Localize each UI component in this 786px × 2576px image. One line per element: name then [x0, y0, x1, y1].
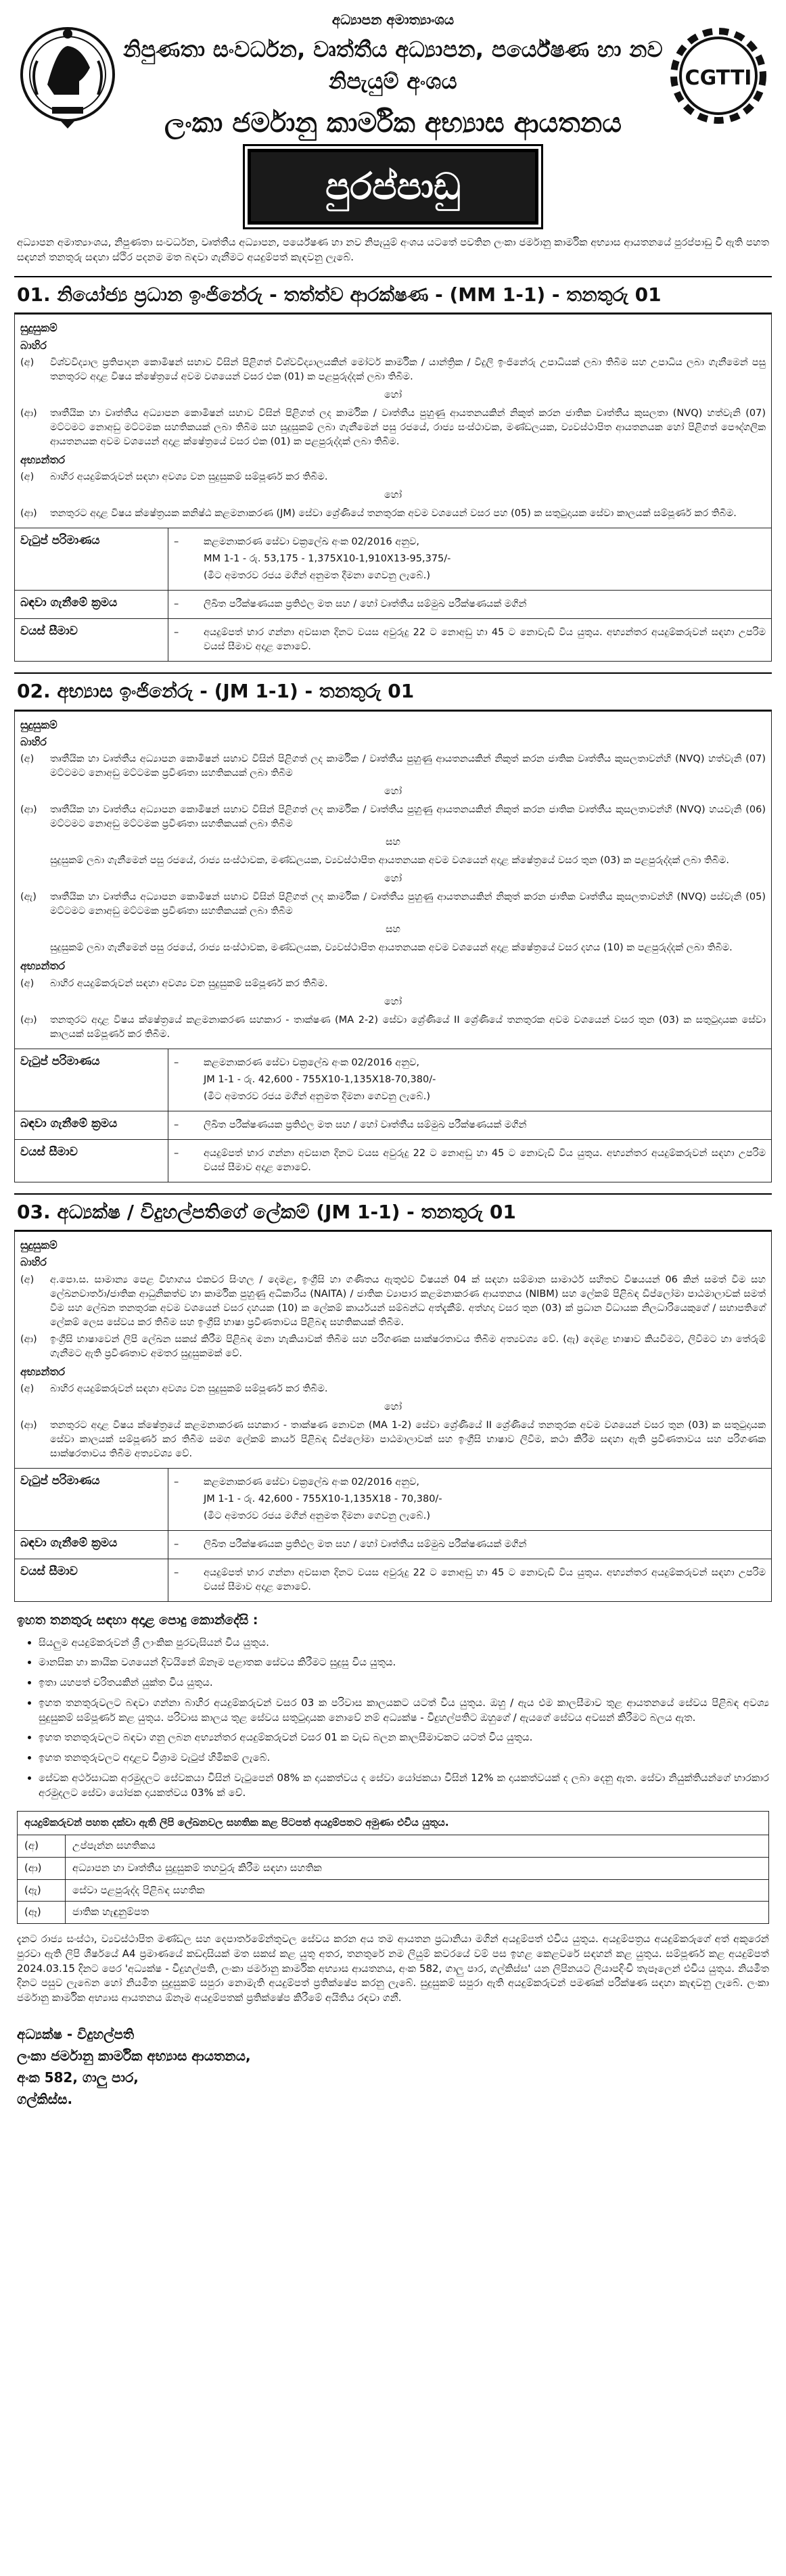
positions-section [14, 276, 772, 1602]
qualification-item [20, 1013, 766, 1042]
age-text: අයදුම්පත් භාර ගන්නා අවසාන දිනට වයස අවුරුදු 22 ට නොඅඩු හා 45 ට නොවැඩි විය යුතුය. අභ්‍යන්තර අයදුම්කරුවන් සඳහා උපරිම වයස් සීමාව අදාළ නොවේ. [204, 1147, 766, 1173]
cgtti-logo-icon [668, 25, 769, 127]
qualification-item [20, 1419, 766, 1461]
age-text: අයදුම්පත් භාර ගන්නා අවසාන දිනට වයස අවුරුදු 22 ට නොඅඩු හා 45 ට නොවැඩි විය යුතුය. අභ්‍යන්තර අයදුම්කරුවන් සඳහා උපරිම වයස් සීමාව අදාළ නොවේ. [204, 627, 766, 653]
bullet-mark: – [174, 1057, 179, 1068]
qualifications-label: සුදුසුකම් [20, 321, 57, 335]
age-cell [168, 619, 772, 662]
qualification-item [20, 941, 766, 955]
method-label: බඳවා ගැනීමේ ක්‍රමය [15, 1111, 168, 1139]
item-text: සුදුසුකම් ලබා ගැනීමෙන් පසු රජයේ, රාජ්‍ය සංස්ථාවක, මණ්ඩලයක, ව්‍යවස්ථාපිත ආයතනයක අවම වශයෙන් අදාළ ක්ෂේත්‍රයේ වසර දහය (10) ක පළපුරුද්දක් ලබා තිබීම. [50, 942, 733, 954]
salary-text: (මීට අමතරව රජය මගින් අනුමත දීමනා ගෙවනු ලැබේ.) [204, 1090, 431, 1102]
method-text: ලිඛිත පරීක්ෂණයක ප්‍රතිඵල මත සහ / හෝ වෘත්තීය සම්මුඛ පරීක්ෂණයක් මගින් [204, 599, 527, 610]
position-table [14, 314, 772, 662]
separator-word: හෝ [384, 490, 402, 501]
salary-line [174, 1056, 766, 1070]
closing-instructions: දැනට රාජ්‍ය සංස්ථා, ව්‍යවස්ථාපිත මණ්ඩල සහ දෙපාර්තමේන්තුවල සේවය කරන අය තම ආයතන ප්‍රධානියා මගින් අයදුම්පත් එවිය යුතුය. අයදුම්පත්‍රය අයදුම්කරුගේ අත් අකුරෙන් පුරවා ඇති ලිපි ශීර්ෂයේ A4 ප්‍රමාණයේ කඩදාසියක් මත සකස් කළ යුතු අතර, තනතුරේ නම ලියුම් කවරයේ වම් පස ඉහළ කෙළවරේ සඳහන් කළ යුතුය. සම්පූර්ණ කළ අයදුම්පත් 2024.03.15 දිනට පෙර 'අධ්‍යක්ෂ - විදුහල්පති, ලංකා ජර්මානු කාර්මික අභ්‍යාස ආයතනය, අංක 582, ගාලු පාර, ගල්කිස්ස' යන ලිපිනයට ලියාපදිංචි තැපෑලෙන් එවිය යුතුය. නියමිත දිනට පසුව ලැබෙන හෝ නියමිත සුදුසුකම් සපුරා නොමැති අයදුම්පත් ප්‍රතික්ෂේප කරනු ලැබේ. සුදුසුකම් සපුරා ඇති අයදුම්කරුවන් පමණක් පරීක්ෂණ සඳහා කැඳවනු ලැබේ. ලංකා ජර්මානු කාර්මික අභ්‍යාස ආයතනය ඕනෑම අයදුම්පතක් ප්‍රතික්ෂේප කිරීමේ අයිතිය රඳවා ගනී. [17, 1933, 769, 2004]
item-number [20, 941, 50, 955]
salary-text: (මීට අමතරව රජය මගින් අනුමත දීමනා ගෙවනු ලැබේ.) [204, 1511, 431, 1522]
separator-word: හෝ [384, 1401, 402, 1412]
bullet-mark: – [174, 1567, 179, 1579]
item-number: (ආ) [20, 1014, 37, 1026]
required-documents-head: අයදුම්කරුවන් පහත දක්වා ඇති ලිපි ලේඛනවල සහතික කළ පිටපත් අයදුම්පතට අමුණා එවිය යුතුය. [18, 1812, 768, 1835]
signature-address-line-2: ගල්කිස්ස. [17, 2090, 73, 2107]
item-number: (අ) [20, 1383, 34, 1394]
separator-word: හෝ [384, 786, 402, 798]
qualification-item [20, 470, 766, 484]
signature-org: ලංකා ජර්මානු කාර්මික අභ්‍යාස ආයතනය, [17, 2047, 251, 2064]
header [14, 5, 772, 142]
general-condition-item: • ඉහත තනතුරුවලට බඳවා ගනු ලබන අභ්‍යන්තර අයදුම්කරුවන් වසර 01 ක වැඩ බලන කාලසීමාවකට යටත් විය යුතුය. [39, 1730, 769, 1745]
general-condition-item: • සේවක අර්ථසාධක අරමුදලට සේවකයා විසින් වැටුපෙන් 08% ක දායකත්වය ද සේවා යෝජකයා විසින් 12% ක දායකත්වයක් ද ලබා දෙනු ඇත. සේවා නියුක්තියන්ගේ භාරකාර අරමුදලට සේවා යෝජක දායකත්වය 03% ක් වේ. [39, 1771, 769, 1801]
position-table [14, 1231, 772, 1602]
separator-word: හෝ [384, 996, 402, 1007]
general-condition-item: • සියලුම අයදුම්කරුවන් ශ්‍රී ලාංකික පුරවැසියන් විය යුතුය. [39, 1636, 769, 1651]
document-text: ජාතික හැඳුනුම්පත [72, 1906, 149, 1918]
qualification-item [20, 1273, 766, 1330]
signature-block [17, 2023, 769, 2110]
qualification-item [20, 1382, 766, 1396]
item-number: (අ) [20, 356, 34, 368]
salary-text: (මීට අමතරව රජය මගින් අනුමත දීමනා ගෙවනු ලැබේ.) [204, 570, 431, 582]
qualification-item [20, 752, 766, 781]
salary-text: JM 1-1 - රු. 42,600 - 755X10-1,135X18 - 70,380/- [204, 1494, 442, 1505]
document-row [18, 1835, 768, 1858]
qualification-item [20, 1333, 766, 1361]
separator-word: හෝ [384, 873, 402, 885]
item-number: (අ) [20, 472, 34, 483]
notice-page [14, 5, 772, 2110]
salary-line [174, 1090, 766, 1104]
ministry-name: අධ්‍යාපන අමාත්‍යාංශය [331, 12, 455, 28]
qualification-item [20, 407, 766, 449]
item-text: තනතුරට අදාළ විෂය ක්ෂේත්‍රයක කනිෂ්ඨ කළමනාකරණ (JM) සේවා ශ්‍රේණියේ තනතුරක අවම වශයෙන් වසර පහ (05) ක සතුටුදායක සේවා කාලයක් සම්පූර්ණ කර තිබීම. [50, 508, 737, 520]
bullet-mark [174, 552, 204, 566]
bullet-mark: – [174, 599, 179, 610]
bullet-mark: – [174, 1119, 179, 1130]
salary-text: කළමනාකරණ සේවා චක්‍රලේඛ අංක 02/2016 අනුව, [204, 1477, 420, 1488]
age-label: වයස් සීමාව [15, 1139, 168, 1182]
required-documents-box [17, 1811, 769, 1924]
position-title: 01. නියෝජ්‍ය ප්‍රධාන ඉංජිනේරු - තත්ත්ව ආරක්ෂණ - (MM 1-1) - තනතුරු 01 [14, 276, 772, 315]
bullet-mark [174, 569, 204, 583]
salary-cell [168, 528, 772, 591]
external-label: බාහිර [20, 338, 47, 352]
item-text: තෘතීයික හා වෘත්තීය අධ්‍යාපන කොමිෂන් සභාව විසින් පිළිගත් ලද කාර්මික / වෘත්තීය පුහුණු ආයතනයකින් නිකුත් කරන ජාතික වෘත්තීය කුසලතාවන්හි (NVQ) පස්වැනි (05) මට්ටමට නොඅඩු මට්ටමක ප්‍රවීණතා සහතිකයක් ලබා තිබීම [50, 892, 766, 917]
salary-cell [168, 1469, 772, 1531]
institute-name: ලංකා ජර්මානු කාර්මික අභ්‍යාස ආයතනය [164, 107, 622, 139]
item-number [20, 854, 50, 868]
salary-label: වැටුප් පරිමාණය [15, 1469, 168, 1531]
salary-line [174, 535, 766, 549]
age-line [174, 1147, 766, 1175]
method-label: බඳවා ගැනීමේ ක්‍රමය [15, 1531, 168, 1559]
position-title: 02. අභ්‍යාස ඉංජිනේරු - (JM 1-1) - තනතුරු 01 [14, 672, 772, 711]
item-number: (අ) [20, 754, 34, 765]
salary-line [174, 569, 766, 583]
method-cell [168, 1531, 772, 1559]
required-documents-rows [18, 1835, 768, 1923]
qualification-item [20, 977, 766, 991]
separator-word: හෝ [384, 389, 402, 400]
qualification-item [20, 356, 766, 384]
qualification-item [20, 854, 766, 868]
item-number: (ආ) [20, 1333, 37, 1345]
method-label: බඳවා ගැනීමේ ක්‍රමය [15, 591, 168, 619]
document-number: (ඈ) [18, 1902, 66, 1923]
qualifications-label: සුදුසුකම් [20, 718, 57, 731]
bullet-mark: – [174, 1147, 179, 1159]
document-row [18, 1902, 768, 1923]
position-table [14, 711, 772, 1182]
salary-label: වැටුප් පරිමාණය [15, 1049, 168, 1111]
item-text: අ.පො.ස. සාමාන්‍ය පෙළ විභාගය එකවර සිංහල / දෙමළ, ඉංග්‍රීසි හා ගණිතය ඇතුළුව විෂයන් 04 ක් සඳහා සම්මාන සාමාර්ථ සහිතව විෂයයන් 06 කින් සමත් වීම සහ ලේඛනවාර්තා/ජාතික ආධුනිකත්ව හා කාර්මික පුහුණු අධිකාරිය (NAITA) / ජාතික ව්‍යාපාර කළමනාකරණ ආයතනය (NIBM) සහ ලේකම් පිළිබඳ ඩිප්ලෝමා පාඨමාලාවක් සමත් වීම සහ ලේඛන තනතුරක අවම වශයෙන් වසර දහයක (10) ක ලේකම් කාර්යයන් සම්බන්ධ අත්දැකීම්. අත්හදා වසර තුන (03) ක් ප්‍රධාන විධායක නිලධාරියෙකුගේ / සභාපතිගේ ලේකම් ලෙස සේවය කර තිබීම සහ ඉංග්‍රීසි භාෂා ප්‍රවීණතාවය පිළිබඳ සහතිකයක් තිබීම. [50, 1274, 766, 1328]
qualification-item [20, 507, 766, 521]
banner-wrap [14, 149, 772, 225]
header-titles [118, 9, 668, 143]
document-text: අධ්‍යාපන හා වෘත්තීය සුදුසුකම් තහවුරු කිරීම සඳහා සහතික [72, 1861, 322, 1874]
method-line [174, 597, 766, 612]
salary-line [174, 552, 766, 566]
age-cell [168, 1559, 772, 1602]
qualifications-label: සුදුසුකම් [20, 1239, 57, 1252]
bullet-mark: – [174, 1539, 179, 1550]
position-title: 03. අධ්‍යක්ෂ / විදුහල්පතිගේ ලේකම් (JM 1-1) - තනතුරු 01 [14, 1193, 772, 1232]
method-cell [168, 1111, 772, 1139]
method-cell [168, 591, 772, 619]
salary-text: කළමනාකරණ සේවා චක්‍රලේඛ අංක 02/2016 අනුව, [204, 1057, 420, 1068]
bullet-mark: – [174, 627, 179, 639]
qualification-item [20, 890, 766, 919]
item-number: (අ) [20, 1274, 34, 1285]
item-number: (ආ) [20, 407, 37, 419]
salary-line [174, 1475, 766, 1490]
item-text: විශ්වවිද්‍යාල ප්‍රතිපාදන කොමිෂන් සභාව විසින් පිළිගත් විශ්වවිද්‍යාලයකින් මෝටර් කාර්මික / යාන්ත්‍රික / විදුලි ඉංජිනේරු උපාධියක් ලබා තිබීම සහ උපාධිය ලබා ගැනීමෙන් පසු තනතුරට අදාළ විෂය ක්ෂේත්‍රයේ අවම වශයෙන් වසර එක (01) ක පළපුරුද්දක් ලබා තිබීම. [50, 356, 766, 382]
item-text: බාහිර අයදුම්කරුවන් සඳහා අවශ්‍ය වන සුදුසුකම් සම්පූර්ණ කර තිබීම. [50, 472, 328, 483]
salary-line [174, 1509, 766, 1523]
age-label: වයස් සීමාව [15, 1559, 168, 1602]
separator-word: සහ [386, 837, 400, 848]
bullet-mark [174, 1509, 204, 1523]
general-conditions-title: ඉහත තනතුරු සඳහා අදාළ පොදු කොන්දේසි : [17, 1613, 258, 1628]
external-label: බාහිර [20, 1256, 47, 1269]
item-text: තනතුරට අදාළ විෂය ක්ෂේත්‍රයේ කළමනාකරණ සහකාර - තාක්ෂණ (MA 2-2) සේවා ශ්‍රේණියේ II ශ්‍රේණියේ තනතුරක අවම වශයෙන් වසර තුන (03) ක සතුටුදායක සේවා කාලයක් සම්පූර්ණ කර තිබීම. [50, 1014, 766, 1040]
item-text: බාහිර අයදුම්කරුවන් සඳහා අවශ්‍ය වන සුදුසුකම් සම්පූර්ණ කර තිබීම. [50, 1383, 328, 1394]
general-condition-item: • ඉතා යහපත් චරිතයකින් යුක්ත විය යුතුය. [39, 1676, 769, 1690]
method-line [174, 1118, 766, 1132]
general-conditions-list [14, 1636, 772, 1801]
qualification-item [20, 803, 766, 831]
document-row [18, 1858, 768, 1880]
bullet-mark [174, 1492, 204, 1506]
item-text: තෘතීයික හා වෘත්තීය අධ්‍යාපන කොමිෂන් සභාව විසින් පිළිගත් ලද කාර්මික / වෘත්තීය පුහුණු ආයතනයකින් නිකුත් කරන ජාතික වෘත්තීය කුසලතා (NVQ) හත්වැනි (07) මට්ටමට නොඅඩු මට්ටමක සහතිකයක් ලබා තිබීම සහ සුදුසුකම් ලබා ගැනීමෙන් පසු රජයේ, රාජ්‍ය සංස්ථාවක, මණ්ඩලයක, ව්‍යවස්ථාපිත ආයතනයක හෝ පිළිගත් පෞද්ගලික ආයතනයක අවම වශයෙන් අදාළ ක්ෂේත්‍රයේ වසර එක (01) ක පළපුරුද්දක් ලබා තිබීම. [50, 407, 766, 447]
bullet-mark [174, 1073, 204, 1087]
qualifications-cell [15, 1232, 772, 1469]
signature-address-line-1: අංක 582, ගාලු පාර, [17, 2069, 139, 2086]
item-text: තෘතීයික හා වෘත්තීය අධ්‍යාපන කොමිෂන් සභාව විසින් පිළිගත් ලද කාර්මික / වෘත්තීය පුහුණු ආයතනයකින් නිකුත් කරන ජාතික වෘත්තීය කුසලතාවන්හි (NVQ) හයවැනි (06) මට්ටමට නොඅඩු මට්ටමක ප්‍රවීණතා සහතිකයක් ලබා තිබීම [50, 804, 766, 830]
national-emblem-icon [17, 20, 118, 132]
method-text: ලිඛිත පරීක්ෂණයක ප්‍රතිඵල මත සහ / හෝ වෘත්තීය සම්මුඛ පරීක්ෂණයක් මගින් [204, 1539, 527, 1550]
salary-text: MM 1-1 - රු. 53,175 - 1,375X10-1,910X13-95,375/- [204, 553, 451, 565]
age-text: අයදුම්පත් භාර ගන්නා අවසාන දිනට වයස අවුරුදු 22 ට නොඅඩු හා 45 ට නොවැඩි විය යුතුය. අභ්‍යන්තර අයදුම්කරුවන් සඳහා උපරිම වයස් සීමාව අදාළ නොවේ. [204, 1567, 766, 1593]
division-name: නිපුණතා සංවර්ධන, වෘත්තීය අධ්‍යාපන, පර්යේෂණ හා නව නිපැයුම් අංශය [123, 37, 663, 94]
age-cell [168, 1139, 772, 1182]
bullet-mark: – [174, 1477, 179, 1488]
cgtti-logo-text: CGTTI [685, 66, 752, 90]
item-text: සුදුසුකම් ලබා ගැනීමෙන් පසු රජයේ, රාජ්‍ය සංස්ථාවක, මණ්ඩලයක, ව්‍යවස්ථාපිත ආයතනයක අවම වශයෙන් අදාළ ක්ෂේත්‍රයේ වසර තුන (03) ක පළපුරුද්දක් ලබා තිබීම. [50, 855, 730, 867]
salary-cell [168, 1049, 772, 1111]
item-text: තෘතීයික හා වෘත්තීය අධ්‍යාපන කොමිෂන් සභාව විසින් පිළිගත් ලද කාර්මික / වෘත්තීය පුහුණු ආයතනයකින් නිකුත් කරන ජාතික වෘත්තීය කුසලතාවන්හි (NVQ) හත්වැනි (07) මට්ටමට නොඅඩු මට්ටමක ප්‍රවීණතා සහතිකයක් ලබා තිබීම [50, 754, 766, 779]
signature-title: අධ්‍යක්ෂ - විදුහල්පති [17, 2025, 135, 2042]
item-text: තනතුරට අදාළ විෂය ක්ෂේත්‍රයේ කළමනාකරණ සහකාර - තාක්ෂණ නොවන (MA 1-2) සේවා ශ්‍රේණියේ II ශ්‍රේණියේ තනතුරක අවම වශයෙන් වසර තුන (03) ක සතුටුදායක සේවා කාලයක් සම්පූර්ණ කර තිබීම සමග ලේකම් කාර්ය පිළිබඳ ඩිප්ලෝමා පාඨමාලාවක් සහ ඉංග්‍රීසි භාෂාව ලිවීම, කථා කිරීම සඳහා ඇති ප්‍රවීණතාවය සහ පරිගණක සාක්ෂරතාවය තිබීම අත්‍යවශ්‍ය වේ. [50, 1419, 766, 1459]
age-label: වයස් සීමාව [15, 619, 168, 662]
qualifications-cell [15, 711, 772, 1049]
salary-text: JM 1-1 - රු. 42,600 - 755X10-1,135X18-70,380/- [204, 1074, 436, 1085]
item-number: (ඇ) [20, 892, 37, 903]
document-number: (ආ) [18, 1858, 66, 1879]
document-text: සේවා පළපුරුද්ද පිළිබඳ සහතික [72, 1883, 205, 1896]
salary-text: කළමනාකරණ සේවා චක්‍රලේඛ අංක 02/2016 අනුව, [204, 536, 420, 548]
qualifications-cell [15, 315, 772, 528]
salary-line [174, 1492, 766, 1506]
intro-text: අධ්‍යාපන අමාත්‍යාංශය, නිපුණතා සංවර්ධන, වෘත්තීය අධ්‍යාපන, පර්යේෂණ හා නව නිපැයුම් අංශය යටතේ පවතින ලංකා ජර්මානු කාර්මික අභ්‍යාස ආයතනයේ පුරප්පාඩු වී ඇති පහත සඳහන් තනතුරු සඳහා ස්ථිර පදනම මත බඳවා ගැනීමට අයදුම්පත් කැඳවනු ලැබේ. [17, 236, 769, 264]
internal-label: අභ්‍යන්තර [20, 959, 66, 973]
bullet-mark: – [174, 536, 179, 548]
document-number: (අ) [18, 1835, 66, 1857]
item-text: ඉංග්‍රීසි භාෂාවෙන් ලිපි ලේඛන සකස් කිරීම පිළිබඳ මනා හැකියාවක් තිබීම සහ පරිගණක සාක්ෂරතාවය තිබීම අත්‍යවශ්‍ය වේ. (ඇ) දෙමළ භාෂාව කියවීමට, ලිවීමට හා තේරුම් ගැනීමට ඇති ප්‍රවීණතාව අමතර සුදුසුකමක් වේ. [50, 1333, 766, 1359]
general-condition-item: • ඉහත තනතුරුවලට බඳවා ගන්නා බාහිර අයදුම්කරුවන් වසර 03 ක පරිවාස කාලයකට යටත් විය යුතුය. ඔහු / ඇය එම කාලසීමාව තුළ ආයතනයේ සේවය පිළිබඳ අවශ්‍ය සුදුසුකම් සම්පූර්ණ කළ යුතුය. පරිවාස කාලය තුළ සේවය සතුටුදායක නොවේ නම් අධ්‍යක්ෂ - විදුහල්පතිට ඔහුගේ / ඇයගේ සේවය අවසන් කිරීමට බලය ඇත. [39, 1696, 769, 1726]
external-label: බාහිර [20, 735, 47, 748]
item-number: (ආ) [20, 804, 37, 816]
general-condition-item: • මානසික හා කායික වශයෙන් දිවයිනේ ඕනෑම පළාතක සේවය කිරීමට සුදුසු විය යුතුය. [39, 1655, 769, 1670]
salary-label: වැටුප් පරිමාණය [15, 528, 168, 591]
internal-label: අභ්‍යන්තර [20, 1364, 66, 1378]
method-text: ලිඛිත පරීක්ෂණයක ප්‍රතිඵල මත සහ / හෝ වෘත්තීය සම්මුඛ පරීක්ෂණයක් මගින් [204, 1119, 527, 1130]
bullet-mark [174, 1090, 204, 1104]
internal-label: අභ්‍යන්තර [20, 453, 66, 466]
item-number: (අ) [20, 978, 34, 989]
age-line [174, 626, 766, 654]
item-number: (ආ) [20, 1419, 37, 1431]
separator-word: සහ [386, 924, 400, 936]
general-condition-item: • ඉහත තනතුරුවලට අදාළව විශ්‍රාම වැටුප් හිමිකම් ලැබේ. [39, 1751, 769, 1766]
vacancies-banner: පුරප්පාඩු [248, 149, 538, 225]
document-row [18, 1880, 768, 1902]
document-text: උප්පැන්න සහතිකය [72, 1839, 156, 1852]
salary-line [174, 1073, 766, 1087]
method-line [174, 1538, 766, 1552]
document-number: (ඇ) [18, 1880, 66, 1902]
item-number: (ආ) [20, 508, 37, 520]
age-line [174, 1566, 766, 1594]
item-text: බාහිර අයදුම්කරුවන් සඳහා අවශ්‍ය වන සුදුසුකම් සම්පූර්ණ කර තිබීම. [50, 978, 328, 989]
